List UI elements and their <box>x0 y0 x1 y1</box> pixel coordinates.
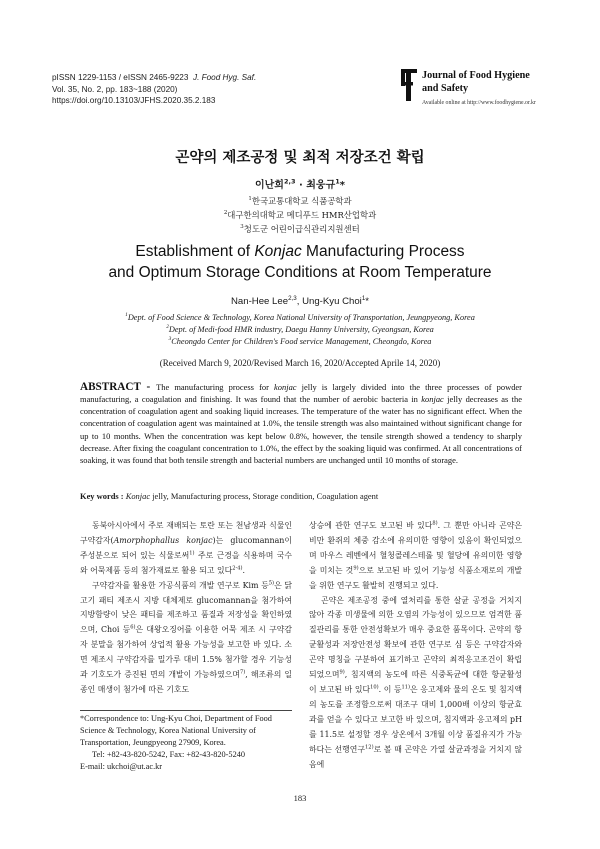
korean-title: 곤약의 제조공정 및 최적 저장조건 확립 <box>175 150 425 166</box>
journal-logo-icon <box>400 68 418 102</box>
correspondence-footnote: *Correspondence to: Ung-Kyu Choi, Department of Food Science & Technology, Korea National University of Transportation, Jeungpyeong 27909, Korea. Tel: +82-43-820-5242, Fax: +82-43-820-5240 E-mail: ukchoi@ut.ac.kr <box>80 713 294 773</box>
journal-abbrev: J. Food Hyg. Saf. <box>192 73 257 82</box>
received-dates: (Received March 9, 2020/Revised March 16, 2020/Accepted Aprile 14, 2020) <box>159 358 441 368</box>
english-affiliations: $^1$Dept. of Food Science & Technology, Korea National University of Transportation, Jeungpyeong, Korea $^2$Dept. of Medi-food HMR industry, Daegu Hanny University, Gyeongsan, Korea $^3$Cheongdo Center for Children's Food service Management, Cheongdo, Korea <box>125 312 475 346</box>
paragraph: 동북아시아에서 주로 재배되는 토란 또는 천남생과 식물인 구약감자(Amorphophallus konjac)는 glucomannan이 주성분으로 되어 있는 식물로써$^{1)}$ 주로 근경을 식용하며 국수와 어묵제품 등의 첨가재료로 활용 되고 있다$^{2-4)}$. <box>80 521 293 575</box>
paragraph: 곤약은 제조공정 중에 열처리를 통한 살균 공정을 거치지 않아 각종 미생물에 의한 오염의 가능성이 있으므로 엄격한 품질관리를 통한 안전성확보가 매우 중요한 품목이다. 곤약의 항균활성과 저장안전성 확보에 관한 연구로 심 등은 구약감자와 곤약 명칭을 구분하여 표기하고 곤약의 최적응고조건이 확립되었으며$^{9)}$, 침지액의 농도에 따른 식중독균에 대한 항균활성이 보고된 바 있다$^{10)}$. 이 등$^{11)}$은 응고제와 물의 온도 및 침지액의 농도를 조정함으로써 대조구 대비 1,000배 이상의 항균효과를 얻을 수 있다고 보고한 바 있으며, 침지액과 응고제의 pH를 11.5로 설정할 경우 상온에서 3개월 이상 품질유지가 가능하다는 선행연구$^{12)}$로 볼 때 곤약은 가열 살균과정을 거치지 않음에 <box>309 595 522 769</box>
paragraph: 구약감자를 활용한 가공식품의 개발 연구로 Kim 등$^{5)}$은 닭고기 패티 제조시 지방 대체제로 glucomannan을 첨가하여 지방함량이 낮은 패티를 제조하고 품질과 저장성을 확인하였으며, Choi 등$^{6)}$은 대왕오징어를 이용한 어묵 제조 시 구약감자 분말을 첨가하여 상업적 활용 가능성을 보고한 바 있다. 소면 제조시 구약감자를 밀가루 대비 1.5% 첨가할 경우 기능성과 기호도가 증진된 면의 개발이 가능하였으며$^{7)}$, 해조류의 일종인 매생이 첨가에 따른 기호도 <box>80 580 292 694</box>
abstract: ABSTRACT - The manufacturing process for konjac jelly is largely divided into the three processes of powder manufacturing, a coagulation and finishing. It was found that the number of aerobic bacteria in konjac jelly decreases as the concentration of coagulation agent and soaking liquid increases. The temperature of the water has no significant effect. When the concentration of coagulation agent was maintained at 1.0%, the tensile strength was also maintained without significant change for up to 10 months. When the concentration was kept below 0.8%, however, the tensile strength showed a tendency to sharply decrease. After fixing the coagulant concentration to 1.0%, the effect by the soaking liquid was confirmed. At all concentrations of soaking, it was found that both tensile strength and bacterial numbers are unchanged until 10 months of storage. <box>80 381 522 465</box>
paragraph: 상승에 관한 연구도 보고된 바 있다$^{8)}$. 그 뿐만 아니라 곤약은 비만 환쥐의 체중 감소에 유의미한 영향이 있음이 확인되었으며 마우스 레벤에서 혈청콜레스테롤 및 혈당에 유의미한 영향을 미치는 것$^{9)}$으로 보고된 바 있어 기능성 식품소재로의 개발을 위한 연구도 활발히 진행되고 있다. <box>309 520 522 590</box>
footnote-divider <box>80 710 292 711</box>
journal-meta <box>52 72 256 107</box>
journal-logo <box>400 68 560 112</box>
issn: pISSN 1229-1153 / eISSN 2465-9223 <box>52 73 189 82</box>
doi-link[interactable]: https://doi.org/10.13103/JFHS.2020.35.2.183 <box>52 96 216 105</box>
logo-title: Journal of Food Hygiene and Safety <box>422 70 530 94</box>
body-column-right <box>309 519 522 772</box>
email-link[interactable]: E-mail: ukchoi@ut.ac.kr <box>80 761 163 771</box>
body-column-left <box>80 519 292 698</box>
logo-url: Available online at http://www.foodhygiene.or.kr <box>422 100 536 106</box>
english-authors: Nan-Hee Lee$^{2,3}$, Ung-Kyu Choi$^1$* <box>230 294 370 307</box>
keywords: Key words : Konjac jelly, Manufacturing process, Storage condition, Coagulation agent <box>80 491 379 501</box>
page-number: 183 <box>293 793 307 803</box>
english-title: Establishment of Konjac Manufacturing Process and Optimum Storage Conditions at Room Temperature <box>108 243 492 281</box>
volume-info: Vol. 35, No. 2, pp. 183~188 (2020) <box>52 84 178 94</box>
korean-affiliations: $^1$한국교통대학교 식품공학과 $^2$대구한의대학교 메디푸드 HMR산업학과 $^3$청도군 어린이급식관리지원센터 <box>223 196 377 234</box>
korean-authors: 이난희$^{2,3}$ · 최웅규$^1$* <box>254 177 345 191</box>
abstract-label: ABSTRACT - <box>80 381 157 393</box>
